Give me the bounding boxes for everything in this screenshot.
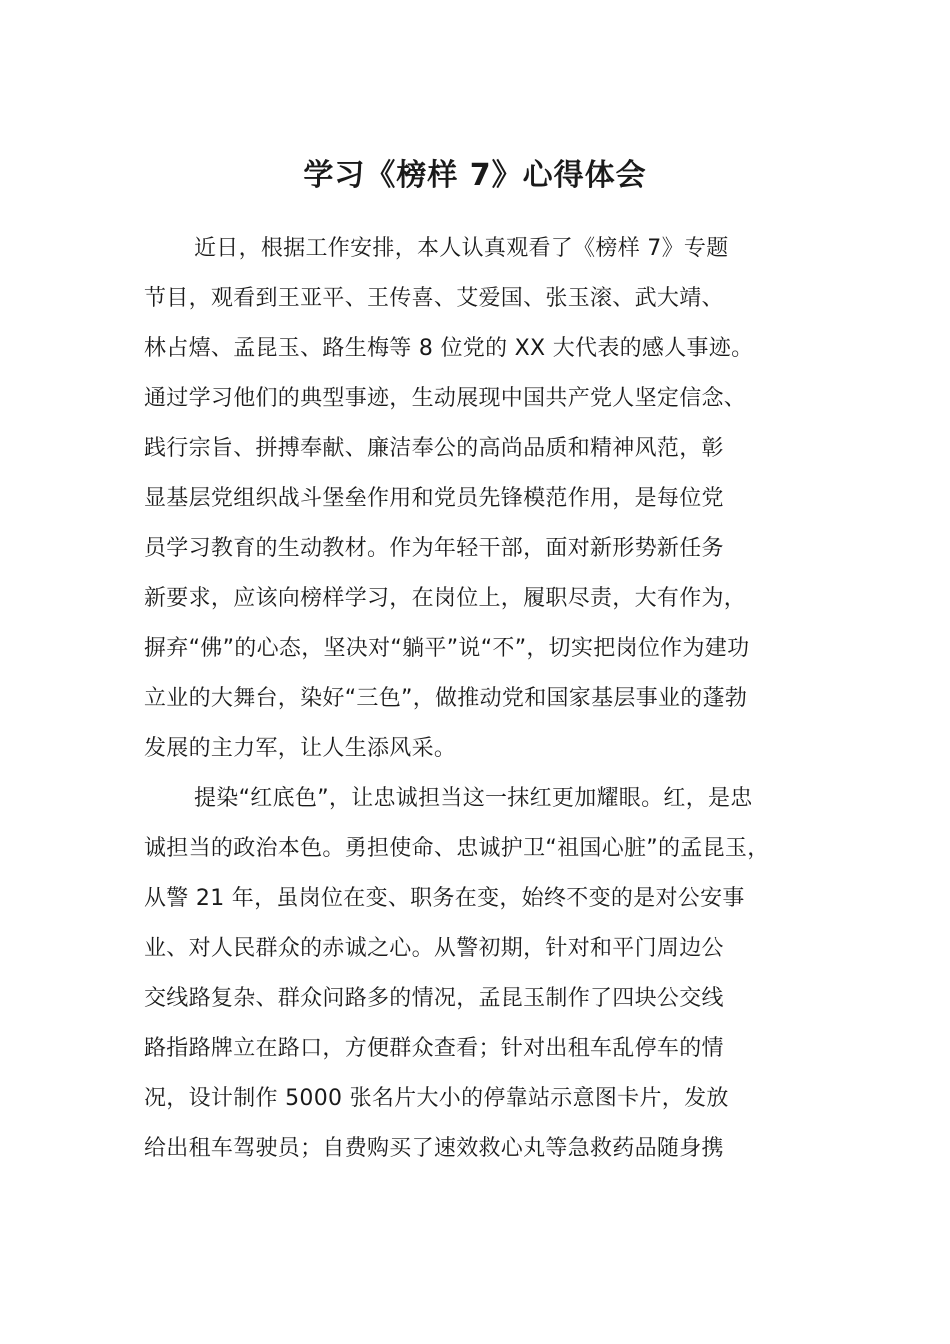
paragraph-line: 从警 21 年，虽岗位在变、职务在变，始终不变的是对公安事 [144, 886, 745, 911]
paragraph-line: 员学习教育的生动教材。作为年轻干部，面对新形势新任务 [144, 536, 724, 561]
paragraph-2 [144, 774, 824, 1174]
paragraph-line: 摒弃“佛”的心态，坚决对“躺平”说“不”，切实把岗位作为建功 [144, 636, 750, 661]
paragraph-line: 提染“红底色”，让忠诚担当这一抹红更加耀眼。红，是忠 [194, 786, 753, 811]
document-title: 学习《榜样 7》心得体会 [303, 158, 647, 193]
paragraph-line: 立业的大舞台，染好“三色”，做推动党和国家基层事业的蓬勃 [144, 686, 748, 711]
paragraph-line: 践行宗旨、拼搏奉献、廉洁奉公的高尚品质和精神风范，彰 [144, 436, 724, 461]
document-body [144, 224, 824, 1174]
paragraph-line: 显基层党组织战斗堡垒作用和党员先锋模范作用，是每位党 [144, 486, 724, 511]
paragraph-line: 林占熺、孟昆玉、路生梅等 8 位党的 XX 大代表的感人事迹。 [144, 336, 754, 361]
paragraph-line: 通过学习他们的典型事迹，生动展现中国共产党人坚定信念、 [144, 386, 747, 411]
paragraph-line: 节目，观看到王亚平、王传喜、艾爱国、张玉滚、武大靖、 [144, 286, 724, 311]
paragraph-line: 发展的主力军，让人生添风采。 [144, 736, 457, 761]
paragraph-line: 给出租车驾驶员；自费购买了速效救心丸等急救药品随身携 [144, 1136, 724, 1161]
paragraph-line: 新要求，应该向榜样学习，在岗位上，履职尽责，大有作为， [144, 586, 747, 611]
paragraph-line: 交线路复杂、群众问路多的情况，孟昆玉制作了四块公交线 [144, 986, 724, 1011]
paragraph-1 [144, 224, 824, 774]
paragraph-line: 诚担当的政治本色。勇担使命、忠诚护卫“祖国心脏”的孟昆玉， [144, 836, 770, 861]
paragraph-line: 近日，根据工作安排，本人认真观看了《榜样 7》专题 [194, 236, 729, 261]
paragraph-line: 况，设计制作 5000 张名片大小的停靠站示意图卡片，发放 [144, 1086, 729, 1111]
paragraph-line: 路指路牌立在路口，方便群众查看；针对出租车乱停车的情 [144, 1036, 724, 1061]
paragraph-line: 业、对人民群众的赤诚之心。从警初期，针对和平门周边公 [144, 936, 724, 961]
